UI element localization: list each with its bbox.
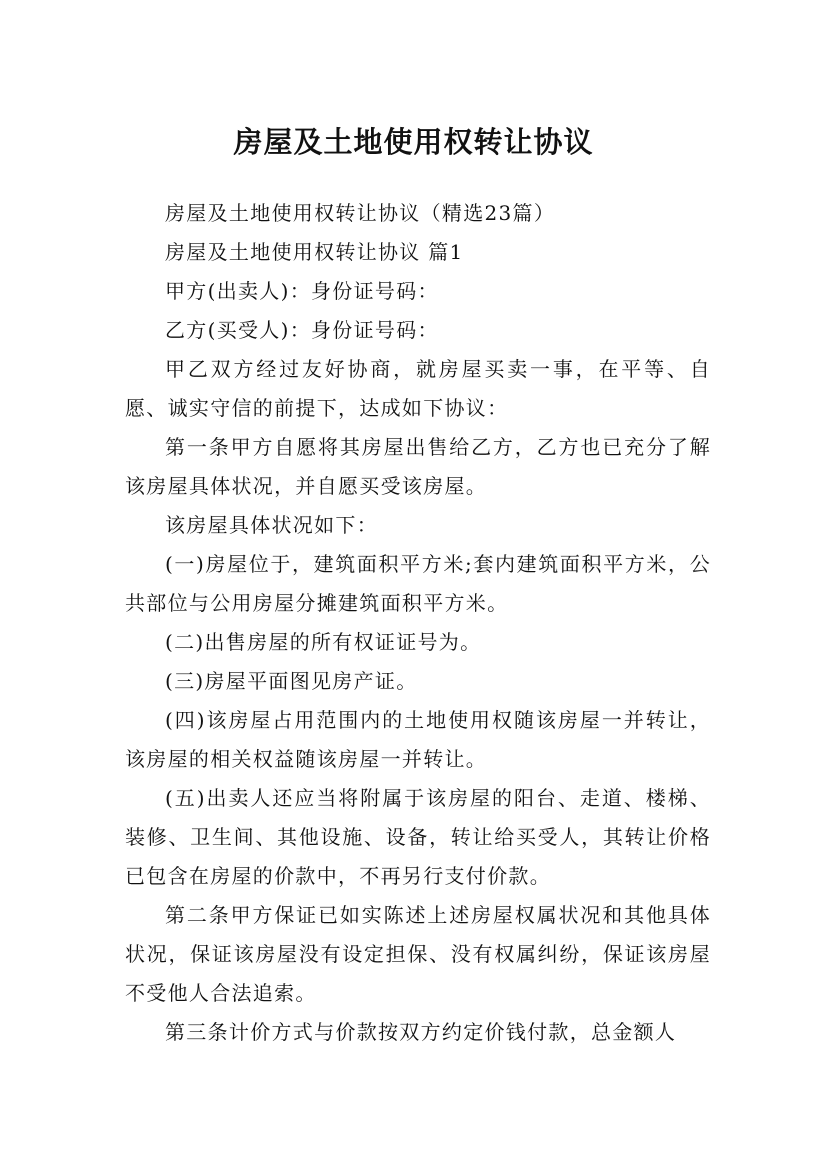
paragraph-item-1: (一)房屋位于，建筑面积平方米;套内建筑面积平方米，公共部位与公用房屋分摊建筑面积平方米。 <box>125 552 711 615</box>
paragraph-section-title: 房屋及土地使用权转让协议 篇1 <box>165 240 464 264</box>
document-title: 房屋及土地使用权转让协议 <box>233 125 594 160</box>
document-body <box>125 194 711 1052</box>
paragraph-party-b: 乙方(买受人)：身份证号码： <box>165 318 439 342</box>
paragraph-heading: 房屋及土地使用权转让协议（精选23篇） <box>165 201 556 225</box>
paragraph-preamble: 甲乙双方经过友好协商，就房屋买卖一事，在平等、自愿、诚实守信的前提下，达成如下协议： <box>125 357 711 420</box>
paragraph-property-status: 该房屋具体状况如下： <box>165 513 378 537</box>
paragraph-article-3: 第三条计价方式与价款按双方约定价钱付款，总金额人 <box>165 1020 677 1044</box>
paragraph-article-2: 第二条甲方保证已如实陈述上述房屋权属状况和其他具体状况，保证该房屋没有设定担保、没有权属纠纷，保证该房屋不受他人合法追索。 <box>125 903 711 1005</box>
paragraph-item-5: (五)出卖人还应当将附属于该房屋的阳台、走道、楼梯、装修、卫生间、其他设施、设备，转让给买受人，其转让价格已包含在房屋的价款中，不再另行支付价款。 <box>125 786 711 888</box>
paragraph-article-1: 第一条甲方自愿将其房屋出售给乙方，乙方也已充分了解该房屋具体状况，并自愿买受该房屋。 <box>125 435 711 498</box>
paragraph-item-4: (四)该房屋占用范围内的土地使用权随该房屋一并转让，该房屋的相关权益随该房屋一并转让。 <box>125 708 711 771</box>
paragraph-item-3: (三)房屋平面图见房产证。 <box>165 669 418 693</box>
paragraph-party-a: 甲方(出卖人)：身份证号码： <box>165 279 439 303</box>
paragraph-item-2: (二)出售房屋的所有权证证号为。 <box>165 630 482 654</box>
